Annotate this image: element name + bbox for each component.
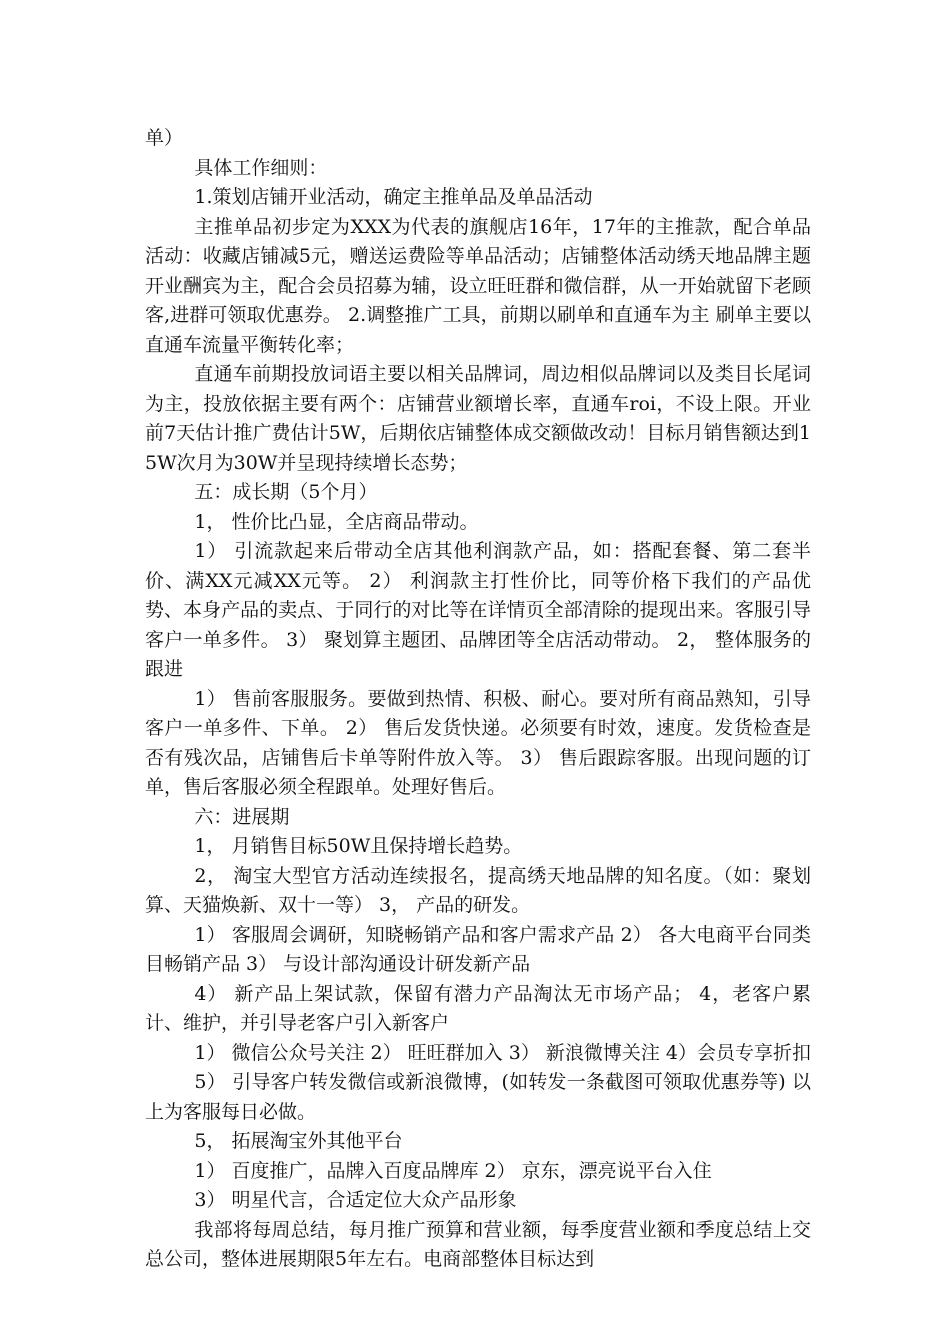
- paragraph-through-train: 直通车前期投放词语主要以相关品牌词，周边相似品牌词以及类目长尾词为主，投放依据主要有两个：店铺营业额增长率，直通车roi，不设上限。开业前7天估计推广费估计5W，后期依店铺整体成交额做改动！目标月销售额达到15W次月为30W并呈现持续增长态势；: [145, 363, 811, 474]
- section-heading-expansion: 六：进展期: [194, 805, 290, 828]
- paragraph-work-rules-heading: 具体工作细则：: [194, 156, 328, 179]
- paragraph-followers: 1） 微信公众号关注 2） 旺旺群加入 3） 新浪微博关注 4）会员专享折扣: [194, 1041, 811, 1064]
- paragraph-new-product: 4） 新产品上架试款，保留有潜力产品淘汰无市场产品； 4，老客户累计、维护，并引导老客户引入新客户: [145, 982, 811, 1034]
- document-body: [145, 124, 811, 1275]
- paragraph-summary: 我部将每周总结，每月推广预算和营业额，每季度营业额和季度总结上交总公司，整体进展期限5年左右。电商部整体目标达到: [145, 1218, 811, 1270]
- paragraph-platforms: 1） 百度推广，品牌入百度品牌库 2） 京东，漂亮说平台入住: [194, 1159, 712, 1182]
- paragraph-celebrity: 3） 明星代言，合适定位大众产品形象: [194, 1189, 517, 1211]
- paragraph-item-1: 1.策划店铺开业活动，确定主推单品及单品活动: [194, 186, 593, 208]
- paragraph-service: 1） 售前客服服务。要做到热情、积极、耐心。要对所有商品熟知，引导客户一单多件、下单。 2） 售后发货快递。必须要有时效，速度。发货检查是否有残次品，店铺售后卡单等附件放入等。 3） 售后跟踪客服。出现问题的订单，售后客服必须全程跟单。处理好售后。: [145, 687, 811, 798]
- paragraph-expansion-2: 2， 淘宝大型官方活动连续报名，提高绣天地品牌的知名度。（如：聚划算、天猫焕新、双十一等） 3， 产品的研发。: [145, 864, 811, 916]
- paragraph-expansion-1: 1， 月销售目标50W且保持增长趋势。: [194, 835, 523, 857]
- paragraph-sharing: 5） 引导客户转发微信或新浪微博，(如转发一条截图可领取优惠券等) 以上为客服每日必做。: [145, 1071, 811, 1123]
- paragraph-main-product: 主推单品初步定为XXX为代表的旗舰店16年，17年的主推款，配合单品活动：收藏店铺减5元，赠送运费险等单品活动；店铺整体活动绣天地品牌主题开业酬宾为主，配合会员招募为辅，设立旺旺群和微信群，从一开始就留下老顾客,进群可领取优惠券。 2.调整推广工具，前期以刷单和直通车为主 刷单主要以直通车流量平衡转化率；: [145, 215, 811, 356]
- paragraph-growth-details: 1） 引流款起来后带动全店其他利润款产品，如：搭配套餐、第二套半价、满XX元减XX元等。 2） 利润款主打性价比，同等价格下我们的产品优势、本身产品的卖点、于同行的对比等在详情页全部清除的提现出来。客服引导客户一单多件。 3） 聚划算主题团、品牌团等全店活动带动。 2， 整体服务的跟进: [145, 540, 811, 680]
- paragraph-continuation: 单）: [145, 127, 184, 149]
- paragraph-platforms-heading: 5， 拓展淘宝外其他平台: [194, 1130, 403, 1152]
- section-heading-growth: 五：成长期（5个月）: [194, 481, 378, 503]
- paragraph-research: 1） 客服周会调研，知晓畅销产品和客户需求产品 2） 各大电商平台同类目畅销产品 3） 与设计部沟通设计研发新产品: [145, 923, 811, 975]
- paragraph-growth-1: 1， 性价比凸显，全店商品带动。: [194, 510, 479, 533]
